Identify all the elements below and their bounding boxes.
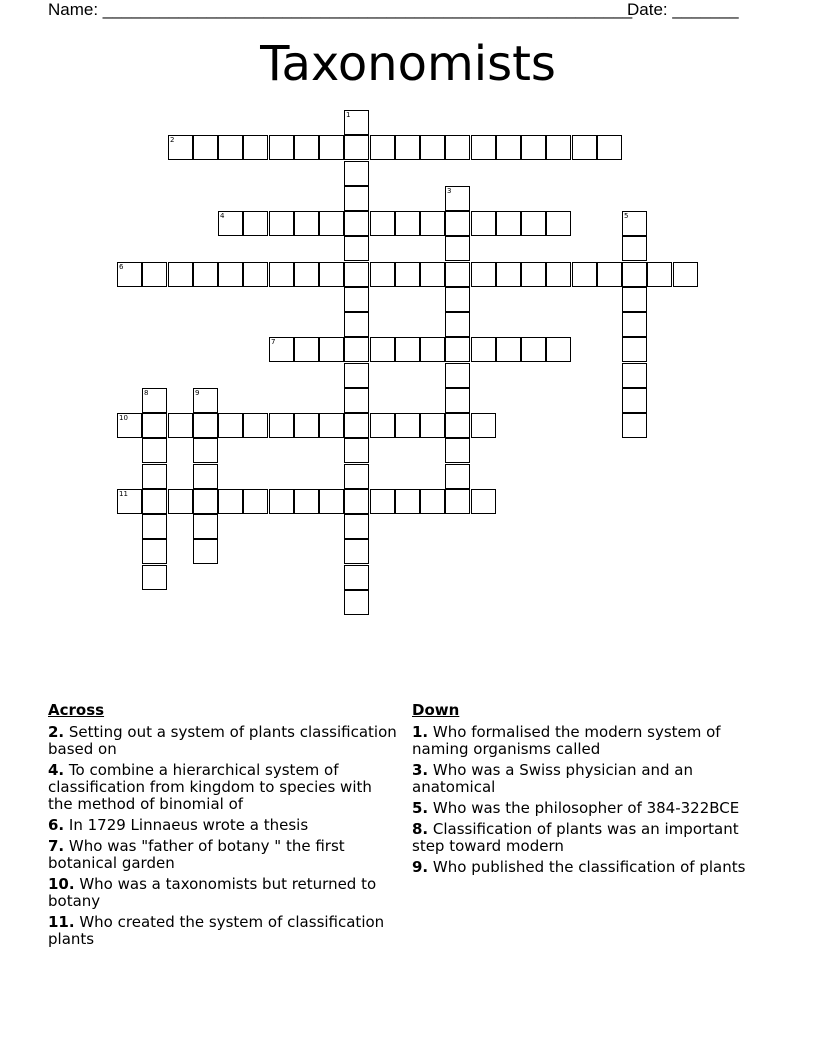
clue-number: 1 [346, 111, 351, 119]
grid-cell[interactable] [445, 464, 470, 489]
grid-cell[interactable] [622, 211, 647, 236]
grid-cell[interactable] [546, 262, 571, 287]
grid-cell[interactable] [142, 539, 167, 564]
grid-cell[interactable] [218, 262, 243, 287]
grid-cell[interactable] [344, 110, 369, 135]
grid-cell[interactable] [168, 262, 193, 287]
grid-cell[interactable] [168, 413, 193, 438]
grid-cell[interactable] [193, 262, 218, 287]
grid-cell[interactable] [319, 135, 344, 160]
grid-cell[interactable] [117, 413, 142, 438]
grid-cell[interactable] [193, 135, 218, 160]
grid-cell[interactable] [269, 262, 294, 287]
grid-cell[interactable] [445, 287, 470, 312]
grid-cell[interactable] [319, 489, 344, 514]
grid-cell[interactable] [344, 135, 369, 160]
clue-number: 5 [624, 212, 629, 220]
grid-cell[interactable] [142, 413, 167, 438]
grid-cell[interactable] [344, 211, 369, 236]
puzzle-title: Taxonomists [260, 36, 556, 92]
grid-cell[interactable] [370, 135, 395, 160]
grid-cell[interactable] [142, 565, 167, 590]
grid-cell[interactable] [294, 413, 319, 438]
grid-cell[interactable] [395, 489, 420, 514]
clue-text: Who formalised the modern system of naming organisms called [412, 723, 721, 758]
grid-cell[interactable] [647, 262, 672, 287]
grid-cell[interactable] [445, 236, 470, 261]
grid-cell[interactable] [445, 211, 470, 236]
across-clue [48, 762, 400, 813]
grid-cell[interactable] [622, 337, 647, 362]
clue-number-label: 7. [48, 837, 65, 855]
grid-cell[interactable] [193, 388, 218, 413]
down-clue [412, 859, 757, 876]
across-clue [48, 838, 400, 872]
date-field-label: Date: _______ [627, 0, 739, 19]
grid-cell[interactable] [445, 262, 470, 287]
clue-number: 3 [447, 187, 452, 195]
grid-cell[interactable] [344, 464, 369, 489]
down-clue [412, 762, 757, 796]
clue-text: Who was a Swiss physician and an anatomical [412, 761, 694, 796]
across-clue [48, 724, 400, 758]
clue-number-label: 4. [48, 761, 65, 779]
grid-cell[interactable] [344, 287, 369, 312]
across-clue [48, 914, 400, 948]
clue-number: 9 [195, 389, 200, 397]
grid-cell[interactable] [142, 438, 167, 463]
grid-cell[interactable] [294, 337, 319, 362]
grid-cell[interactable] [395, 135, 420, 160]
grid-cell[interactable] [142, 489, 167, 514]
grid-cell[interactable] [622, 236, 647, 261]
clue-text: Classification of plants was an important step toward modern [412, 820, 739, 855]
grid-cell[interactable] [193, 514, 218, 539]
down-heading: Down [412, 701, 460, 719]
grid-cell[interactable] [445, 135, 470, 160]
grid-cell[interactable] [142, 262, 167, 287]
grid-cell[interactable] [370, 413, 395, 438]
grid-cell[interactable] [572, 135, 597, 160]
grid-cell[interactable] [471, 135, 496, 160]
grid-cell[interactable] [344, 186, 369, 211]
grid-cell[interactable] [269, 413, 294, 438]
grid-cell[interactable] [344, 388, 369, 413]
clue-text: Who created the system of classification plants [48, 913, 385, 948]
across-clue [48, 817, 400, 834]
grid-cell[interactable] [471, 262, 496, 287]
grid-cell[interactable] [597, 262, 622, 287]
grid-cell[interactable] [395, 337, 420, 362]
grid-cell[interactable] [622, 363, 647, 388]
across-heading: Across [48, 701, 105, 719]
clue-number-label: 2. [48, 723, 65, 741]
grid-cell[interactable] [243, 135, 268, 160]
grid-cell[interactable] [496, 211, 521, 236]
grid-cell[interactable] [168, 489, 193, 514]
clue-number: 8 [144, 389, 149, 397]
grid-cell[interactable] [319, 211, 344, 236]
clue-number: 7 [271, 338, 276, 346]
grid-cell[interactable] [445, 363, 470, 388]
grid-cell[interactable] [344, 489, 369, 514]
grid-cell[interactable] [243, 262, 268, 287]
grid-cell[interactable] [344, 363, 369, 388]
grid-cell[interactable] [370, 211, 395, 236]
grid-cell[interactable] [546, 337, 571, 362]
grid-cell[interactable] [572, 262, 597, 287]
grid-cell[interactable] [521, 211, 546, 236]
grid-cell[interactable] [344, 438, 369, 463]
grid-cell[interactable] [269, 211, 294, 236]
grid-cell[interactable] [445, 186, 470, 211]
clue-number-label: 8. [412, 820, 429, 838]
grid-cell[interactable] [471, 337, 496, 362]
grid-cell[interactable] [319, 337, 344, 362]
grid-cell[interactable] [370, 337, 395, 362]
grid-cell[interactable] [193, 464, 218, 489]
clue-number: 2 [170, 136, 175, 144]
grid-cell[interactable] [142, 388, 167, 413]
clue-text: Setting out a system of plants classification based on [48, 723, 397, 758]
down-clue-list [412, 724, 757, 876]
grid-cell[interactable] [193, 413, 218, 438]
clue-text: Who was the philosopher of 384-322BCE [428, 799, 740, 817]
grid-cell[interactable] [218, 413, 243, 438]
grid-cell[interactable] [395, 211, 420, 236]
grid-cell[interactable] [420, 337, 445, 362]
grid-cell[interactable] [445, 413, 470, 438]
grid-cell[interactable] [344, 161, 369, 186]
clue-text: In 1729 Linnaeus wrote a thesis [64, 816, 309, 834]
grid-cell[interactable] [193, 438, 218, 463]
clue-number-label: 3. [412, 761, 429, 779]
grid-cell[interactable] [496, 337, 521, 362]
grid-cell[interactable] [420, 489, 445, 514]
grid-cell[interactable] [294, 489, 319, 514]
clue-text: Who was "father of botany " the first botanical garden [48, 837, 345, 872]
down-clue [412, 821, 757, 855]
grid-cell[interactable] [445, 337, 470, 362]
clue-number: 10 [119, 414, 128, 422]
grid-cell[interactable] [243, 489, 268, 514]
clue-number-label: 6. [48, 816, 65, 834]
grid-cell[interactable] [269, 135, 294, 160]
grid-cell[interactable] [370, 262, 395, 287]
grid-cell[interactable] [294, 262, 319, 287]
grid-cell[interactable] [622, 388, 647, 413]
grid-cell[interactable] [471, 489, 496, 514]
grid-cell[interactable] [117, 489, 142, 514]
grid-cell[interactable] [168, 135, 193, 160]
grid-cell[interactable] [546, 135, 571, 160]
clue-number-label: 9. [412, 858, 429, 876]
clue-text: Who published the classification of plants [428, 858, 746, 876]
grid-cell[interactable] [294, 211, 319, 236]
grid-cell[interactable] [344, 236, 369, 261]
clue-number: 6 [119, 263, 124, 271]
clue-number-label: 10. [48, 875, 75, 893]
grid-cell[interactable] [445, 312, 470, 337]
grid-cell[interactable] [218, 489, 243, 514]
grid-cell[interactable] [344, 262, 369, 287]
grid-cell[interactable] [243, 211, 268, 236]
grid-cell[interactable] [269, 489, 294, 514]
name-field-label: Name: ________________________________________________________ [48, 0, 633, 19]
clue-number-label: 5. [412, 799, 429, 817]
grid-cell[interactable] [344, 514, 369, 539]
grid-cell[interactable] [445, 489, 470, 514]
grid-cell[interactable] [395, 413, 420, 438]
grid-cell[interactable] [622, 312, 647, 337]
clue-number-label: 11. [48, 913, 75, 931]
clue-number: 4 [220, 212, 225, 220]
grid-cell[interactable] [622, 287, 647, 312]
grid-cell[interactable] [193, 489, 218, 514]
grid-cell[interactable] [218, 135, 243, 160]
clue-text: To combine a hierarchical system of classification from kingdom to species with the method of binomial of [48, 761, 372, 813]
grid-cell[interactable] [546, 211, 571, 236]
grid-cell[interactable] [420, 413, 445, 438]
grid-cell[interactable] [622, 413, 647, 438]
grid-cell[interactable] [344, 312, 369, 337]
grid-cell[interactable] [521, 337, 546, 362]
grid-cell[interactable] [344, 413, 369, 438]
grid-cell[interactable] [142, 464, 167, 489]
grid-cell[interactable] [420, 211, 445, 236]
down-clues [412, 700, 757, 880]
grid-cell[interactable] [294, 135, 319, 160]
grid-cell[interactable] [496, 135, 521, 160]
down-clue [412, 724, 757, 758]
across-clue-list [48, 724, 400, 948]
grid-cell[interactable] [622, 262, 647, 287]
grid-cell[interactable] [673, 262, 698, 287]
grid-cell[interactable] [344, 337, 369, 362]
grid-cell[interactable] [521, 262, 546, 287]
grid-cell[interactable] [597, 135, 622, 160]
grid-cell[interactable] [269, 337, 294, 362]
grid-cell[interactable] [471, 211, 496, 236]
grid-cell[interactable] [471, 413, 496, 438]
down-clue [412, 800, 757, 817]
grid-cell[interactable] [319, 413, 344, 438]
grid-cell[interactable] [319, 262, 344, 287]
grid-cell[interactable] [218, 211, 243, 236]
grid-cell[interactable] [395, 262, 420, 287]
clue-number-label: 1. [412, 723, 429, 741]
grid-cell[interactable] [117, 262, 142, 287]
clue-number: 11 [119, 490, 128, 498]
grid-cell[interactable] [445, 438, 470, 463]
grid-cell[interactable] [521, 135, 546, 160]
grid-cell[interactable] [370, 489, 395, 514]
grid-cell[interactable] [344, 539, 369, 564]
clue-text: Who was a taxonomists but returned to botany [48, 875, 377, 910]
grid-cell[interactable] [420, 262, 445, 287]
across-clue [48, 876, 400, 910]
grid-cell[interactable] [496, 262, 521, 287]
grid-cell[interactable] [193, 539, 218, 564]
grid-cell[interactable] [344, 590, 369, 615]
grid-cell[interactable] [243, 413, 268, 438]
across-clues [48, 700, 400, 952]
grid-cell[interactable] [420, 135, 445, 160]
grid-cell[interactable] [445, 388, 470, 413]
grid-cell[interactable] [344, 565, 369, 590]
grid-cell[interactable] [142, 514, 167, 539]
